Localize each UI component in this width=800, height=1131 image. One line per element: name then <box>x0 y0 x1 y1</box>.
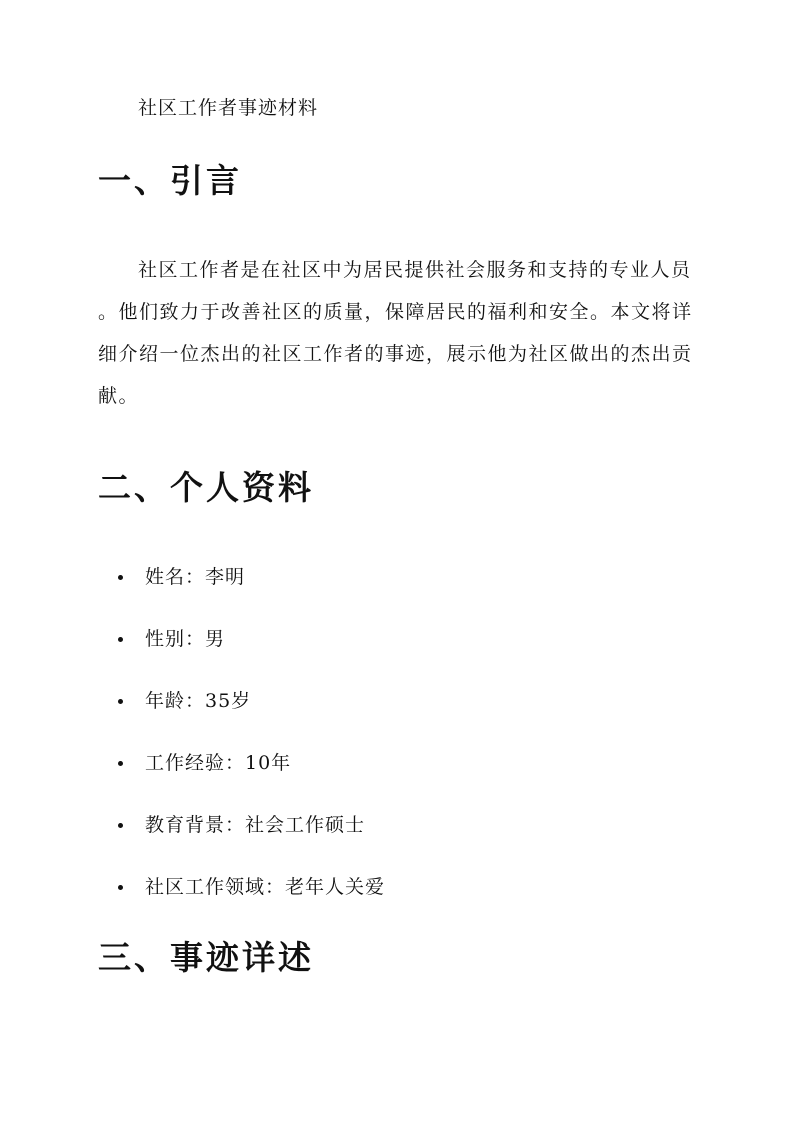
introduction-paragraph <box>98 256 713 424</box>
paragraph-line: 。他们致力于改善社区的质量，保障居民的福利和安全。本文将详 <box>98 301 693 323</box>
section-heading-details: 三、事迹详述 <box>98 938 314 977</box>
bullet-icon <box>118 823 123 828</box>
section-heading-profile: 二、个人资料 <box>98 468 314 507</box>
bullet-icon <box>118 885 123 890</box>
bullet-icon <box>118 699 123 704</box>
paragraph-line: 社区工作者是在社区中为居民提供社会服务和支持的专业人员 <box>138 259 692 281</box>
section-heading-introduction: 一、引言 <box>98 161 242 200</box>
list-item-text: 工作经验：10年 <box>145 752 292 774</box>
list-item-text: 教育背景：社会工作硕士 <box>145 814 366 836</box>
list-item-text: 社区工作领域：老年人关爱 <box>145 876 386 898</box>
list-item-text: 姓名：李明 <box>145 566 246 588</box>
list-item-text: 性别：男 <box>145 628 226 650</box>
paragraph-line: 献。 <box>98 385 140 407</box>
bullet-icon <box>118 637 123 642</box>
bullet-icon <box>118 575 123 580</box>
list-item-text: 年龄：35岁 <box>145 690 252 712</box>
paragraph-line: 细介绍一位杰出的社区工作者的事迹，展示他为社区做出的杰出贡 <box>98 343 693 365</box>
document-title: 社区工作者事迹材料 <box>138 97 319 119</box>
bullet-icon <box>118 761 123 766</box>
